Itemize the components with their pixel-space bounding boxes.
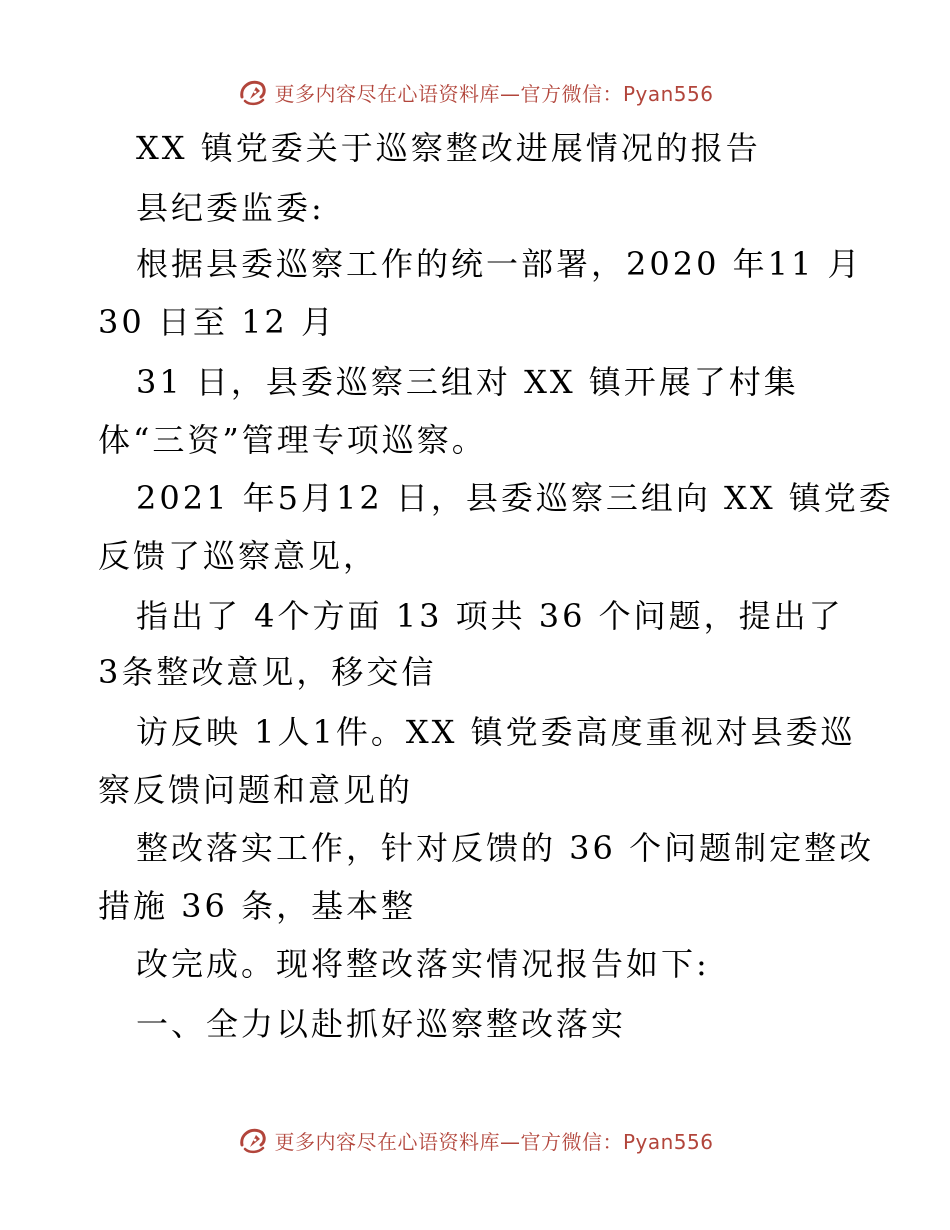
watermark-content xyxy=(236,1123,713,1157)
document-title: XX 镇党委关于巡察整改进展情况的报告 xyxy=(136,129,761,167)
paragraph-line: 2021 年5月12 日，县委巡察三组向 XX 镇党委 xyxy=(136,479,894,517)
paragraph-line: 察反馈问题和意见的 xyxy=(98,771,414,809)
paragraph-line: 访反映 1人1件。XX 镇党委高度重视对县委巡 xyxy=(136,713,856,751)
paragraph-line: 措施 36 条，基本整 xyxy=(98,887,417,925)
paragraph-line: 整改落实工作，针对反馈的 36 个问题制定整改 xyxy=(136,829,875,867)
document-addressee: 县纪委监委: xyxy=(136,189,325,227)
paragraph-line: 3条整改意见，移交信 xyxy=(98,653,437,691)
paragraph-line: 体“三资”管理专项巡察。 xyxy=(98,421,487,459)
paragraph-line: 30 日至 12 月 xyxy=(98,303,336,341)
watermark-text: 更多内容尽在心语资料库—官方微信：Pyan556 xyxy=(274,1129,714,1154)
paragraph-line: 改完成。现将整改落实情况报告如下: xyxy=(136,945,710,983)
paragraph-line: 31 日，县委巡察三组对 XX 镇开展了村集 xyxy=(136,363,799,401)
watermark-banner-bottom xyxy=(0,1120,950,1160)
pen-nib-swirl-icon xyxy=(236,1123,270,1157)
paragraph-line: 指出了 4个方面 13 项共 36 个问题，提出了 xyxy=(136,597,844,635)
paragraph-line: 根据县委巡察工作的统一部署，2020 年11 月 xyxy=(136,245,863,283)
paragraph-line: 反馈了巡察意见， xyxy=(98,537,379,575)
section-heading: 一、全力以赴抓好巡察整改落实 xyxy=(136,1005,627,1043)
watermark-text: 更多内容尽在心语资料库—官方微信：Pyan556 xyxy=(274,81,714,106)
